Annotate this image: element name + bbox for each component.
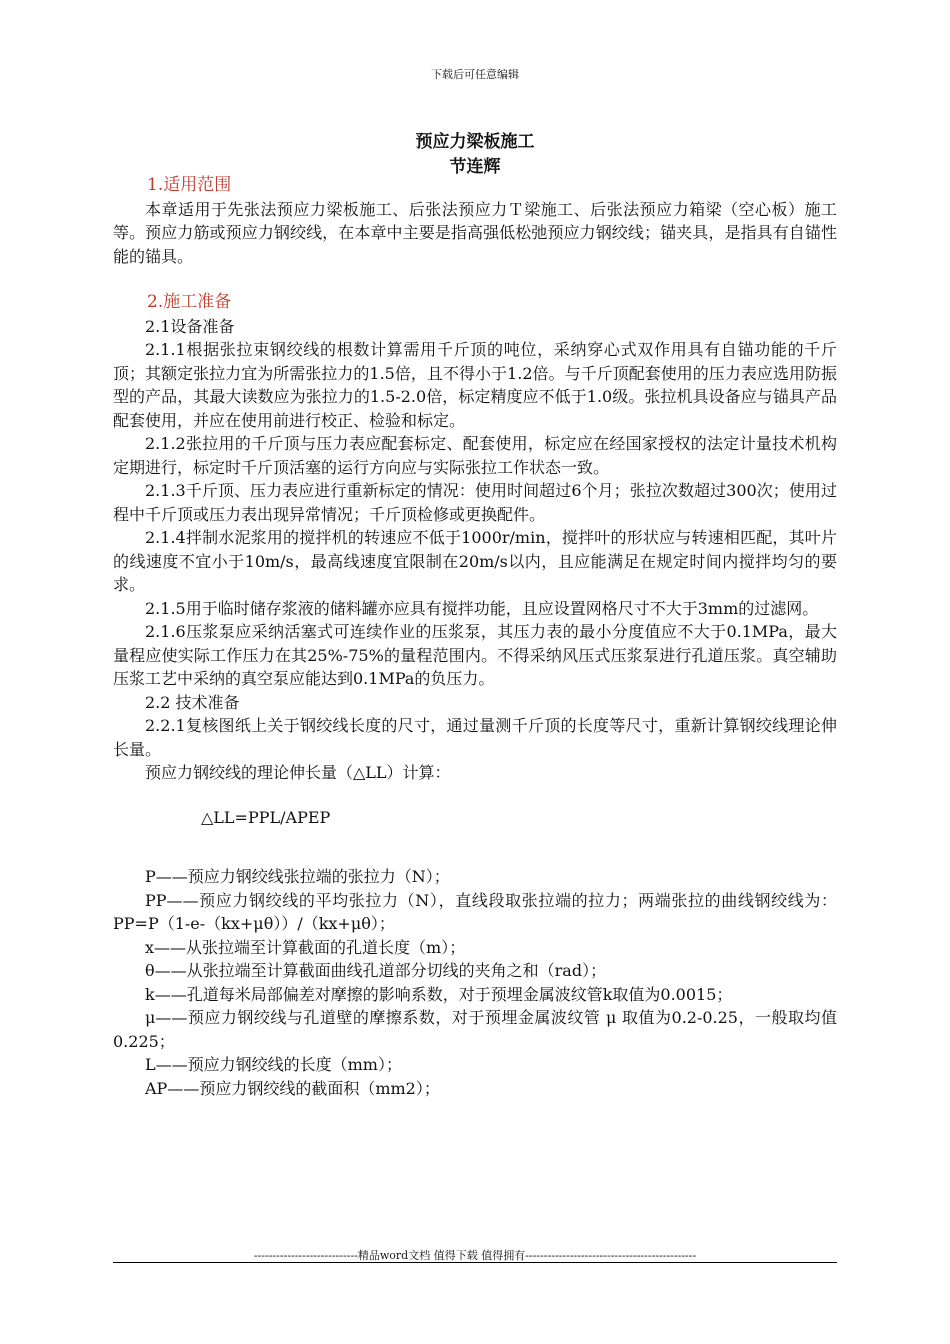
paragraph: 2.1.1根据张拉束钢绞线的根数计算需用千斤顶的吨位，采纳穿心式双作用具有自锚功能的千斤顶；其额定张拉力宜为所需张拉力的1.5倍，且不得小于1.2倍。与千斤顶配套使用的压力表应选用防振型的产品，其最大读数应为张拉力的1.5-2.0倍，标定精度应不低于1.0级。张拉机具设备应与锚具产品配套使用，并应在使用前进行校正、检验和标定。 — [113, 340, 837, 430]
subsection-heading: 2.2 技术准备 — [145, 692, 240, 712]
paragraph: 2.1.5用于临时储存浆液的储料罐亦应具有搅拌功能，且应设置网格尺寸不大于3mm的过滤网。 — [145, 598, 819, 618]
document-body — [113, 174, 837, 1100]
document-author: 节连辉 — [449, 157, 501, 177]
paragraph: 2.1.6压浆泵应采纳活塞式可连续作业的压浆泵，其压力表的最小分度值应不大于0.1MPa，最大量程应使实际工作压力在其25%-75%的量程范围内。不得采纳风压式压浆泵进行孔道压浆。真空辅助压浆工艺中采纳的真空泵应能达到0.1MPa的负压力。 — [113, 622, 837, 688]
section-heading-1: 1.适用范围 — [147, 175, 232, 195]
definition: P——预应力钢绞线张拉端的张拉力（N）； — [145, 867, 450, 886]
page-footer: ----------------------------精品word文档 值得下载 值得拥有---------------------------------------------- — [253, 1249, 697, 1262]
paragraph: 2.2.1复核图纸上关于钢绞线长度的尺寸，通过量测千斤顶的长度等尺寸，重新计算钢绞线理论伸长量。 — [113, 716, 837, 759]
paragraph: 本章适用于先张法预应力梁板施工、后张法预应力Ｔ梁施工、后张法预应力箱梁（空心板）施工等。预应力筋或预应力钢绞线，在本章中主要是指高强低松弛预应力钢绞线；锚夹具，是指具有自锚性能的锚具。 — [113, 199, 837, 266]
section-heading-2: 2.施工准备 — [147, 292, 232, 312]
paragraph: 2.1.3千斤顶、压力表应进行重新标定的情况：使用时间超过6个月；张拉次数超过300次；使用过程中千斤顶或压力表出现异常情况；千斤顶检修或更换配件。 — [113, 481, 837, 524]
paragraph: 预应力钢绞线的理论伸长量（△LL）计算： — [145, 763, 451, 782]
subsection-heading: 2.1设备准备 — [145, 316, 235, 336]
definition: θ——从张拉端至计算截面曲线孔道部分切线的夹角之和（rad）； — [145, 961, 607, 980]
document-title: 预应力梁板施工 — [415, 132, 535, 152]
page-header: 下载后可任意编辑 — [431, 68, 519, 81]
paragraph: 2.1.2张拉用的千斤顶与压力表应配套标定、配套使用，标定应在经国家授权的法定计量技术机构定期进行，标定时千斤顶活塞的运行方向应与实际张拉工作状态一致。 — [113, 434, 837, 477]
definition: PP——预应力钢绞线的平均张拉力（N），直线段取张拉端的拉力；两端张拉的曲线钢绞线为：PP=P（1-e-（kx+μθ））/（kx+μθ）； — [113, 890, 837, 933]
footer-rule — [113, 1262, 837, 1263]
paragraph: 2.1.4拌制水泥浆用的搅拌机的转速应不低于1000r/min，搅拌叶的形状应与转速相匹配，其叶片的线速度不宜小于10m/s，最高线速度宜限制在20m/s以内，且应能满足在规定时间内搅拌均匀的要求。 — [113, 528, 837, 594]
formula: △LL=PPL/APEP — [201, 807, 331, 827]
definition: μ——预应力钢绞线与孔道壁的摩擦系数，对于预埋金属波纹管 μ 取值为0.2-0.25，一般取均值0.225； — [113, 1008, 837, 1051]
definition: k——孔道每米局部偏差对摩擦的影响系数，对于预埋金属波纹管k取值为0.0015； — [145, 984, 733, 1004]
definition: AP——预应力钢绞线的截面积（mm2）； — [145, 1078, 440, 1098]
definition: x——从张拉端至计算截面的孔道长度（m）； — [145, 937, 466, 957]
definition: L——预应力钢绞线的长度（mm）； — [145, 1055, 402, 1074]
